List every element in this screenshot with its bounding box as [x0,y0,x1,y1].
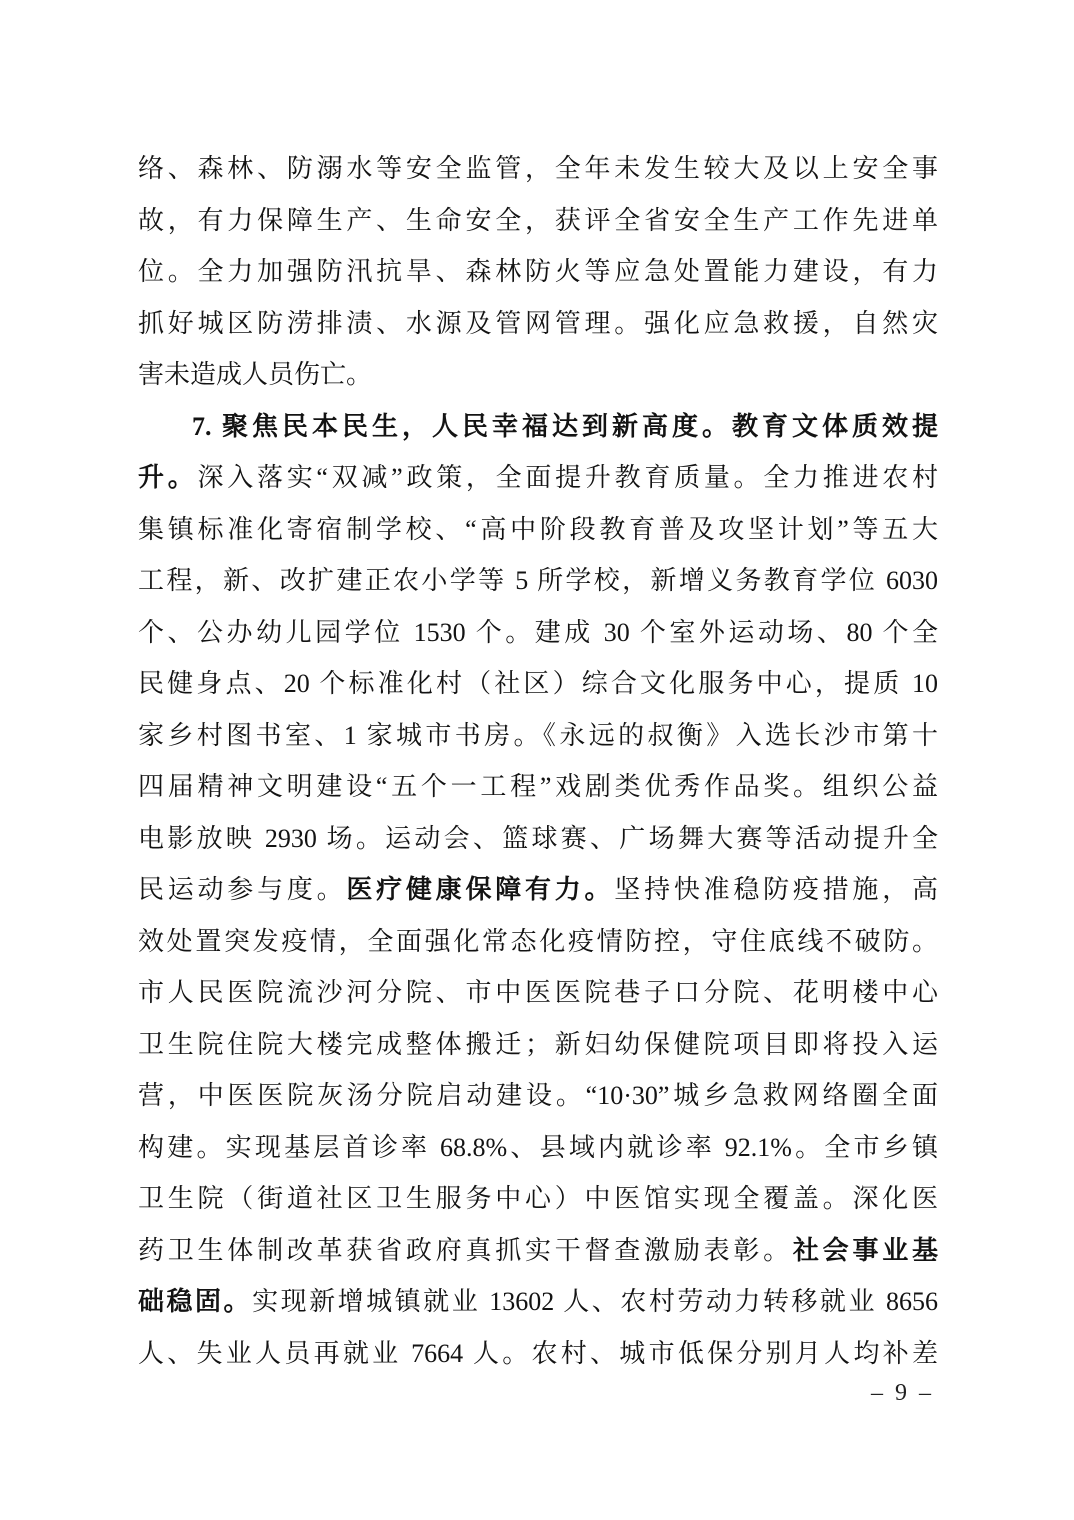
text-segment: 实现新增城镇就业 13602 人、农村劳动力转移就业 8656 [252,1287,938,1316]
text-line [138,1328,938,1380]
text-segment: 民健身点、20 个标准化村（社区）综合文化服务中心，提质 10 [138,669,938,698]
text-line [138,246,938,298]
text-line [138,1173,938,1225]
text-line [138,555,938,607]
text-segment: 深入落实“双减”政策，全面提升教育质量。全力推进农村 [197,463,938,492]
text-segment: 市人民医院流沙河分院、市中医医院巷子口分院、花明楼中心 [138,978,938,1007]
bold-text-segment: 社会事业基 [792,1235,938,1265]
text-segment: 个、公办幼儿园学位 1530 个。建成 30 个室外运动场、80 个全 [138,617,938,647]
bold-text-segment: 医疗健康保障有力。 [346,875,615,904]
text-line [138,349,938,401]
text-line [138,1276,938,1328]
text-segment: 四届精神文明建设“五个一工程”戏剧类优秀作品奖。组织公益 [138,772,938,801]
text-segment: 位。全力加强防汛抗旱、森林防火等应急处置能力建设，有力 [138,257,938,286]
text-segment: 电影放映 2930 场。运动会、篮球赛、广场舞大赛等活动提升全 [138,823,938,853]
text-segment: 家乡村图书室、1 家城市书房。《永远的叔衡》入选长沙市第十 [138,720,938,750]
text-line [138,607,938,659]
text-line [138,1070,938,1122]
text-line [138,1019,938,1071]
text-line [138,401,938,453]
text-line [138,504,938,556]
text-line [138,813,938,865]
text-segment: 人、失业人员再就业 7664 人。农村、城市低保分别月人均补差 [138,1338,938,1368]
text-segment: 效处置突发疫情，全面强化常态化疫情防控，守住底线不破防。 [138,926,938,956]
text-segment: 抓好城区防涝排渍、水源及管网管理。强化应急救援，自然灾 [138,308,938,338]
bold-text-segment: 础稳固。 [138,1287,253,1316]
text-segment: 络、森林、防溺水等安全监管，全年未发生较大及以上安全事 [138,154,938,183]
text-segment: 坚持快准稳防疫措施，高 [614,875,938,904]
bold-text-segment: 升。 [138,463,198,492]
text-line [138,658,938,710]
text-line [138,298,938,350]
text-line [138,452,938,504]
text-line [138,864,938,916]
text-line [138,195,938,247]
text-segment: 害未造成人员伤亡。 [138,360,373,389]
text-line [138,916,938,968]
text-segment: 卫生院住院大楼完成整体搬迁；新妇幼保健院项目即将投入运 [138,1029,938,1059]
text-segment: 工程，新、改扩建正农小学等 5 所学校，新增义务教育学位 6030 [138,566,938,595]
text-segment: 故，有力保障生产、生命安全，获评全省安全生产工作先进单 [138,205,938,235]
text-segment: 集镇标准化寄宿制学校、“高中阶段教育普及攻坚计划”等五大 [138,514,938,544]
text-line [138,1122,938,1174]
bold-text-segment: 7. 聚焦民本民生，人民幸福达到新高度。教育文体质效提 [192,411,938,441]
text-line [138,1225,938,1277]
text-segment: 构建。实现基层首诊率 68.8%、县域内就诊率 92.1%。全市乡镇 [138,1132,938,1162]
text-line [138,143,938,195]
text-segment: 营，中医医院灰汤分院启动建设。“10·30”城乡急救网络圈全面 [138,1081,938,1110]
document-body [138,143,938,1379]
text-line [138,710,938,762]
text-segment: 卫生院（街道社区卫生服务中心）中医馆实现全覆盖。深化医 [138,1184,938,1213]
text-segment: 民运动参与度。 [138,875,347,904]
page-number: – 9 – [871,1380,934,1406]
text-line [138,761,938,813]
text-line [138,967,938,1019]
text-segment: 药卫生体制改革获省政府真抓实干督查激励表彰。 [138,1235,793,1265]
